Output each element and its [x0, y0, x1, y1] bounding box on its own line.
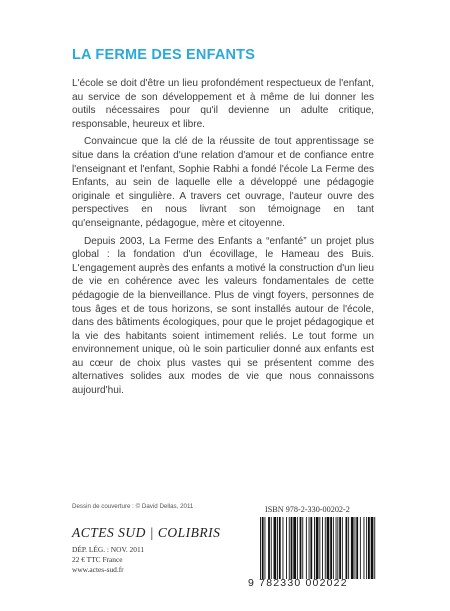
website: www.actes-sud.fr [72, 565, 124, 574]
cover-credit: Dessin de couverture : © David Dellas, 2011 [72, 503, 194, 510]
price: 22 € TTC France [72, 555, 123, 564]
isbn: ISBN 978-2-330-00202-2 [265, 505, 350, 514]
legal-deposit: DÉP. LÉG. : NOV. 2011 [72, 545, 145, 554]
barcode-digits: 9 782330 002022 [248, 577, 348, 589]
barcode-graphic [258, 517, 378, 579]
book-title: LA FERME DES ENFANTS [72, 47, 256, 63]
paragraph-1: L'école se doit d'être un lieu profondément respectueux de l'enfant, au service de son développement et à même de lui donner les outils nécessaires pour qu'il devienne un adulte critique, responsable, heureux et libre. [72, 78, 374, 130]
back-cover-text [72, 77, 374, 402]
paragraph-3: Depuis 2003, La Ferme des Enfants a “enfanté” un projet plus global : la fondation d'un écovillage, le Hameau des Buis. L'engagement auprès des enfants a motivé la construction d'un lieu de vie en cohérence avec les valeurs fondamentales de cette pédagogie de la bienveillance. Plus de vingt foyers, personnes de tous âges et de tous horizons, se sont installés autour de l'école, dans des bâtiments écologiques, pour que le projet pédagogique et la vie des habitants soient intimement reliés. Le tout forme un environnement unique, où le soin particulier donné aux enfants est au cœur de choix plus vastes qui se présentent comme des alternatives solides aux modes de vie que nous connaissons aujourd'hui. [72, 235, 374, 397]
legal-info [72, 545, 144, 575]
paragraph-2: Convaincue que la clé de la réussite de tout apprentissage se situe dans la création d'une relation d'amour et de confiance entre l'enseignant et l'enfant, Sophie Rabhi a fondé l'école La Ferme des Enfants, au sein de laquelle elle a développé une pédagogie originale et singulière. A travers cet ouvrage, l'auteur ouvre des perspectives en nous livrant son témoignage en tant qu'enseignante, pédagogue, mère et citoyenne. [72, 136, 374, 229]
publisher-name: ACTES SUD | COLIBRIS [72, 525, 221, 540]
